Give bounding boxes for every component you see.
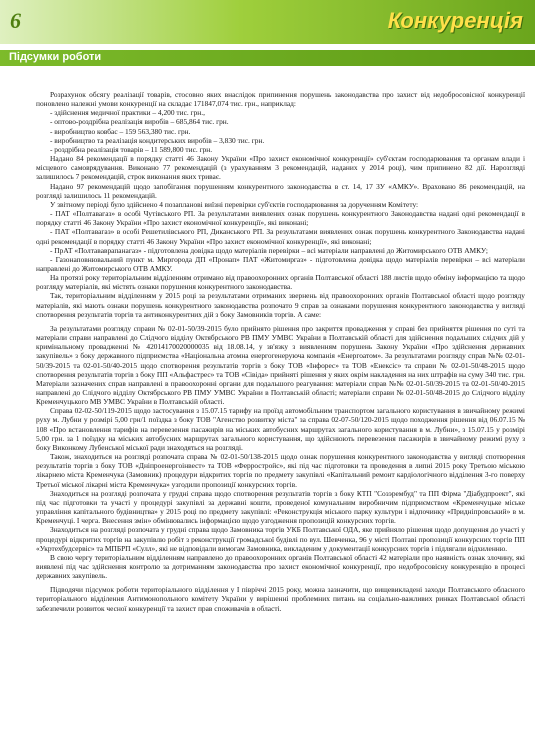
subheader-bar [0, 50, 535, 66]
paragraph: Надано 97 рекомендацій щодо запобігання порушенням конкурентного законодавства в ст. 14, 17 ЗУ «АМКУ». Враховано 86 рекомендацій, на розгляді залишилось 11 рекомендацій. [36, 181, 525, 200]
paragraph: У звітному періоді було здійснено 4 позапланові виїзні перевірки суб'єктів господарювання за дорученням Комітету: [50, 199, 419, 209]
paragraph: На протязі року територіальним відділенням отримано від правоохоронних органів Полтавської області 188 листів щодо обміну інформацією та щодо розгляду матеріалів, які містять ознаки порушення конкурентного законодавства. [36, 273, 525, 292]
paragraph: Знаходиться на розгляді розпочата у грудні справа щодо Замовника торгів УКБ Полтавської ОДА, яке прийняло рішення щодо допущення до участі у процедурі відкритих торгів на закупівлю робіт з реконструкції громадської будівлі по вул. Шевченка, 96 у місті Полтаві пропозиції конкурсних торгів ПП «Укртехбудсервіс» та МПБРП «Сулл», які не відповідали вимогам Замовника, викладеним у документації конкурсних торгів і підлягали відхиленню. [36, 525, 525, 553]
paragraph: - виробництво та реалізація кондитерських виробів – 3,830 тис. грн. [50, 135, 265, 145]
section-title: Конкуренція [387, 8, 523, 33]
paragraph: - ПрАТ «Полтававрапанагаз» - підготовлена довідка щодо матеріалів перевірки – всі матеріали направлені до Житомирського ОТВ АМКУ; [50, 245, 488, 255]
paragraph: - здійснення медичної практики – 4,200 тис. грн., [50, 108, 205, 118]
paragraph: Надано 84 рекомендації в порядку статті 46 Закону України «Про захист економічної конкуренції» суб'єктам господарювання та органам влади і місцевого самоврядування. Виконано 77 рекомендацій (з урахуванням 3 рекомендацій, наданих у 2014 році), чим припинено 82 дії. Нарозгляді залишилось 7 рекомендацій, строк виконання яких триває. [36, 154, 525, 182]
paragraph: - виробництво ковбас – 159 563,380 тис. грн. [50, 126, 191, 136]
paragraph: Розрахунок обсягу реалізації товарів, стосовно яких внаслідок припинення порушень законодавства про захист від недобросовісної конкуренції поновлено належні умови конкуренції на складає 171847,074 тис. грн., наприклад: [36, 90, 525, 109]
paragraph: Так, територіальним відділенням у 2015 році за результатами отриманих звернень від правоохоронних органів Полтавської області щодо розгляду матеріалів, які мають ознаки порушень конкурентного законодавства розпочато 9 справ за ознаками порушення конкурентного законодавства у вигляді спотворення результатів торгів та антиконкурентних дій з боку Замовників торгів. А саме: [36, 291, 525, 319]
paragraph: За результатами розгляду справи № 02-01-50/39-2015 було прийнято рішення про закриття провадження у справі без прийняття рішення по суті та матеріали справи направлені до Слідчого відділу Октябрського РВ ПМУ УМВС України в Полтавській області для здійснення подальших слідчих дій у кримінальному провадженні № 42014170020000035 від 18.08.14, у зв'язку з виявленням порушень Закону України «Про здійснення державних закупівель» з боку державного підприємства «Національна атомна енергогенеруюча компанія «Енергоатом». За результатами розгляду справ №№ 02-01-50/39-2015 та 02-01-50/40-2015 щодо спотворення результатів торгів з боку ТОВ «Інфорес» та ТОВ «Енексіс» та справи № 02-01-50/48-2015 щодо спотворення результатів торгів з боку ПП «Альфастрес» та ТОВ «Сівіда» прийняті рішення у яких окрім накладення на них штрафів на суму 340 тис. грн. Матеріали зазначених справ направлені в правоохоронні органи для подальшого реагування: матеріали справ №№ 02-01-50/39-2015 та 02-01-50/40-2015 направлені до Слідчого відділу Октябрського РВ ПМУ УМВС України в Полтавській області; матеріали справи № 02-01-50/48-2015 до Слідчого відділу Кременчуцького МВ УМВС України в Полтавській області. [36, 323, 525, 407]
subheader-title: Підсумки роботи [9, 51, 102, 63]
paragraph: - Газонаповнювальний пункт м. Миргорода ДП «Пронап» ПАТ «Житомиргаз» - підготовлена довідка щодо матеріалів перевірки – всі матеріали направлені до Житомирського ОТВ АМКУ. [36, 254, 525, 273]
paragraph: В свою чергу територіальним відділенням направлено до правоохоронних органів Полтавської області 42 матеріали про наявність ознак злочину, які виявлені під час здійснення контролю за дотриманням законодавства про захист економічної конкуренції, про недобросовісну конкуренцію в процесі державних закупівель. [36, 552, 525, 581]
paragraph: Справа 02-02-50/119-2015 щодо застосування з 15.07.15 тарифу на проїзд автомобільним транспортом загального користування в звичайному режимі руху м. Лубни у розмірі 5,00 грн/1 поїздка з боку ТОВ "Агенство розвитку міста" за справа 02-07-50/120-2015 щодо походження рішення від 06.07.15 № 108 «Про встановлення тарифів на перевезення пасажирів на міських автобусних маршрутах загального користування в м. Лубни», з 15.07.15 у розмірі 5,00 грн. за 1 поїздку на міських автобусних маршрутах загального користування, що здійснюють перевезення пасажирів в звичайному режимі руху з боку Виконкому Лубенської міської ради знаходяться на розгляді. [36, 406, 525, 452]
page-header [0, 0, 535, 44]
paragraph: - роздрібна реалізація товарів – 11 589,800 тис. грн. [50, 144, 213, 154]
paragraph: - ПАТ «Полтавагаз» в особі Чутівського РП. За результатами виявлених ознак порушень конкурентного Законодавства надані одні рекомендації в порядку статті 46 Закону України «Про захист економічної конкуренції», які виконані; [36, 209, 525, 228]
paragraph: - ПАТ «Полтавагаз» в особі Решетилівського РП, Диканського РП. За результатами виявлених ознак порушень конкурентного Законодавства надані одні рекомендації в порядку статті 46 Закону України «Про захист економічної конкуренції», які виконані; [36, 227, 525, 246]
paragraph: Підводячи підсумок роботи територіального відділення у I півріччі 2015 року, можна зазначити, що вищевикладені заходи Полтавського обласного територіального відділення Антимонопольного комітету України у вирішенні проблемних питань на соціально-важливих ринках Полтавської області забезпечили розвиток чесної конкуренції та захист прав споживачів в області. [36, 585, 525, 613]
article-body [36, 90, 525, 736]
paragraph: - оптово-роздрібна реалізація виробів – 685,864 тис. грн. [50, 117, 229, 127]
page-number: 6 [10, 8, 21, 33]
paragraph: Знаходиться на розгляді розпочата у грудні справа щодо спотворення результатів торгів з боку КТП "Созэрембуд" та ПП Фірма "Діабудпроект", які під час підготовки та участі у процедурі закупівлі за державні кошти, проведеної комунальним виробничим підприємством «Кременчуцьке міське управління капітального будівництва» у 2015 році по предмету закупівлі: «Реконструкція міського парку культури і відпочинку «Придніпровський» в м. Кременчуці. І черга. Внесення змін» обмінювались інформацією щодо узгодження пропозицій конкурсних торгів. [36, 488, 525, 526]
paragraph: Також, знаходиться на розгляді розпочата справа № 02-01-50/138-2015 щодо ознак порушення конкурентного законодавства у вигляді спотворення результатів торгів з боку ТОВ «Дніпроенергоінвест» та ТОВ «Ферростройс», які під час підготовки та проведення в липні 2015 року Третьою міською лікарнею міста Кременчука (Замовник) процедури відкритих торгів по предмету закупівлі «Капітальний ремонт кардіологічного відділення 3-го поверху Третьої міської лікарні міста Кременчука» узгодили пропозиції конкурсних торгів. [36, 452, 525, 489]
